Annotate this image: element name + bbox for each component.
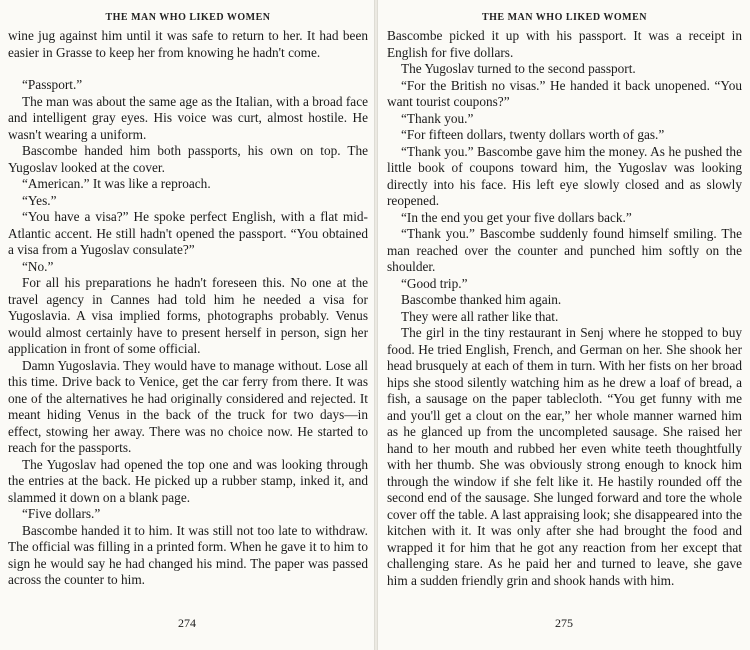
right-paragraph: “For the British no visas.” He handed it back unopened. “You want tourist coupons?” bbox=[387, 77, 742, 109]
left-running-head: THE MAN WHO LIKED WOMEN bbox=[105, 12, 271, 23]
right-paragraph: “Thank you.” Bascombe gave him the money. As he pushed the little book of coupons toward him, the Yugoslav was looking directly into his face. His left eye slowly closed and as slowly reopened. bbox=[387, 143, 742, 208]
right-paragraph: They were all rather like that. bbox=[401, 308, 559, 324]
right-paragraph: Bascombe thanked him again. bbox=[401, 292, 562, 307]
left-paragraph: “American.” It was like a reproach. bbox=[22, 176, 211, 191]
right-paragraph: “For fifteen dollars, twenty dollars worth of gas.” bbox=[401, 127, 665, 142]
right-page-text bbox=[387, 28, 742, 589]
left-paragraph: Bascombe handed him both passports, his own on top. The Yugoslav looked at the cover. bbox=[8, 143, 368, 175]
left-paragraph: Damn Yugoslavia. They would have to manage without. Lose all this time. Drive back to Venice, get the car ferry from there. It was one of the alternatives he had originally considered and rejected. It meant hiding Venus in the back of the truck for two days—in effect, stowing her away. There was no choice now. He started to reach for the passports. bbox=[8, 357, 368, 455]
left-paragraph: “No.” bbox=[22, 258, 54, 274]
left-page-number: 274 bbox=[178, 616, 196, 630]
left-paragraph: The Yugoslav had opened the top one and was looking through the entries at the back. He picked up a rubber stamp, inked it, and slammed it down on a blank page. bbox=[8, 456, 368, 505]
right-paragraph: “Thank you.” Bascombe suddenly found himself smiling. The man reached over the counter and punched him softly on the shoulder. bbox=[387, 226, 742, 274]
right-page-number: 275 bbox=[555, 616, 573, 630]
left-paragraph: “Passport.” bbox=[22, 77, 83, 92]
right-paragraph: “In the end you get your five dollars back.” bbox=[401, 209, 632, 225]
right-paragraph: “Good trip.” bbox=[401, 275, 468, 291]
right-running-head: THE MAN WHO LIKED WOMEN bbox=[481, 12, 648, 23]
right-paragraph: “Thank you.” bbox=[401, 110, 474, 126]
left-paragraph: “Yes.” bbox=[22, 192, 57, 208]
left-page-text bbox=[8, 28, 368, 589]
left-paragraph: For all his preparations he hadn't foreseen this. No one at the travel agency in Cannes had told him he needed a visa for Yugoslavia. A visa implied forms, photographs probably. Venus would almost certainly have to present herself in person, sign her application in front of some official. bbox=[8, 275, 368, 356]
right-paragraph: The Yugoslav turned to the second passport. bbox=[401, 61, 636, 76]
right-page bbox=[378, 0, 750, 650]
left-paragraph: wine jug against him until it was safe to return to her. It had been easier in Grasse to keep her from knowing he hadn't come. bbox=[8, 28, 368, 60]
right-paragraph: The girl in the tiny restaurant in Senj where he stopped to buy food. He tried English, French, and German on her. She shook her head brusquely at each of them in turn. With her fists on her broad hips she stood silently watching him as he drew a loaf of bread, a fish, a sausage on the paper tablecloth. “You get funny with me and you'll get a clout on the ear,” her whole manner warned him as he glanced up from the uncompleted sausage. She raised her hand to her mouth and rubbed her even white teeth thoughtfully with her thumb. She was obviously strong enough to knock him through the window if she felt like it. He hastily rounded off the second end of the sausage. She lunged forward and tore the whole cover off the table. A last appraising look; she disappeared into the kitchen with it. It was only after she had brought the food and wrapped it for him that he got any reaction from her except that challenging stare. As he paid her and turned to leave, she gave him a sudden friendly grin and shook hands with him. bbox=[387, 325, 742, 588]
left-paragraph: Bascombe handed it to him. It was still not too late to withdraw. The official was filling in a printed form. When he gave it to him to sign he would say he had changed his mind. The paper was passed across the counter to him. bbox=[8, 522, 368, 587]
left-paragraph: The man was about the same age as the Italian, with a broad face and intelligent gray eyes. His voice was curt, almost hostile. He wasn't wearing a uniform. bbox=[8, 93, 368, 142]
right-paragraph: Bascombe picked it up with his passport. It was a receipt in English for five dollars. bbox=[387, 28, 742, 60]
left-page bbox=[0, 0, 374, 650]
left-paragraph: “You have a visa?” He spoke perfect English, with a flat mid-Atlantic accent. He still hadn't opened the passport. “You obtained a visa from a Yugoslav consulate?” bbox=[8, 209, 368, 257]
left-paragraph: “Five dollars.” bbox=[22, 506, 101, 521]
